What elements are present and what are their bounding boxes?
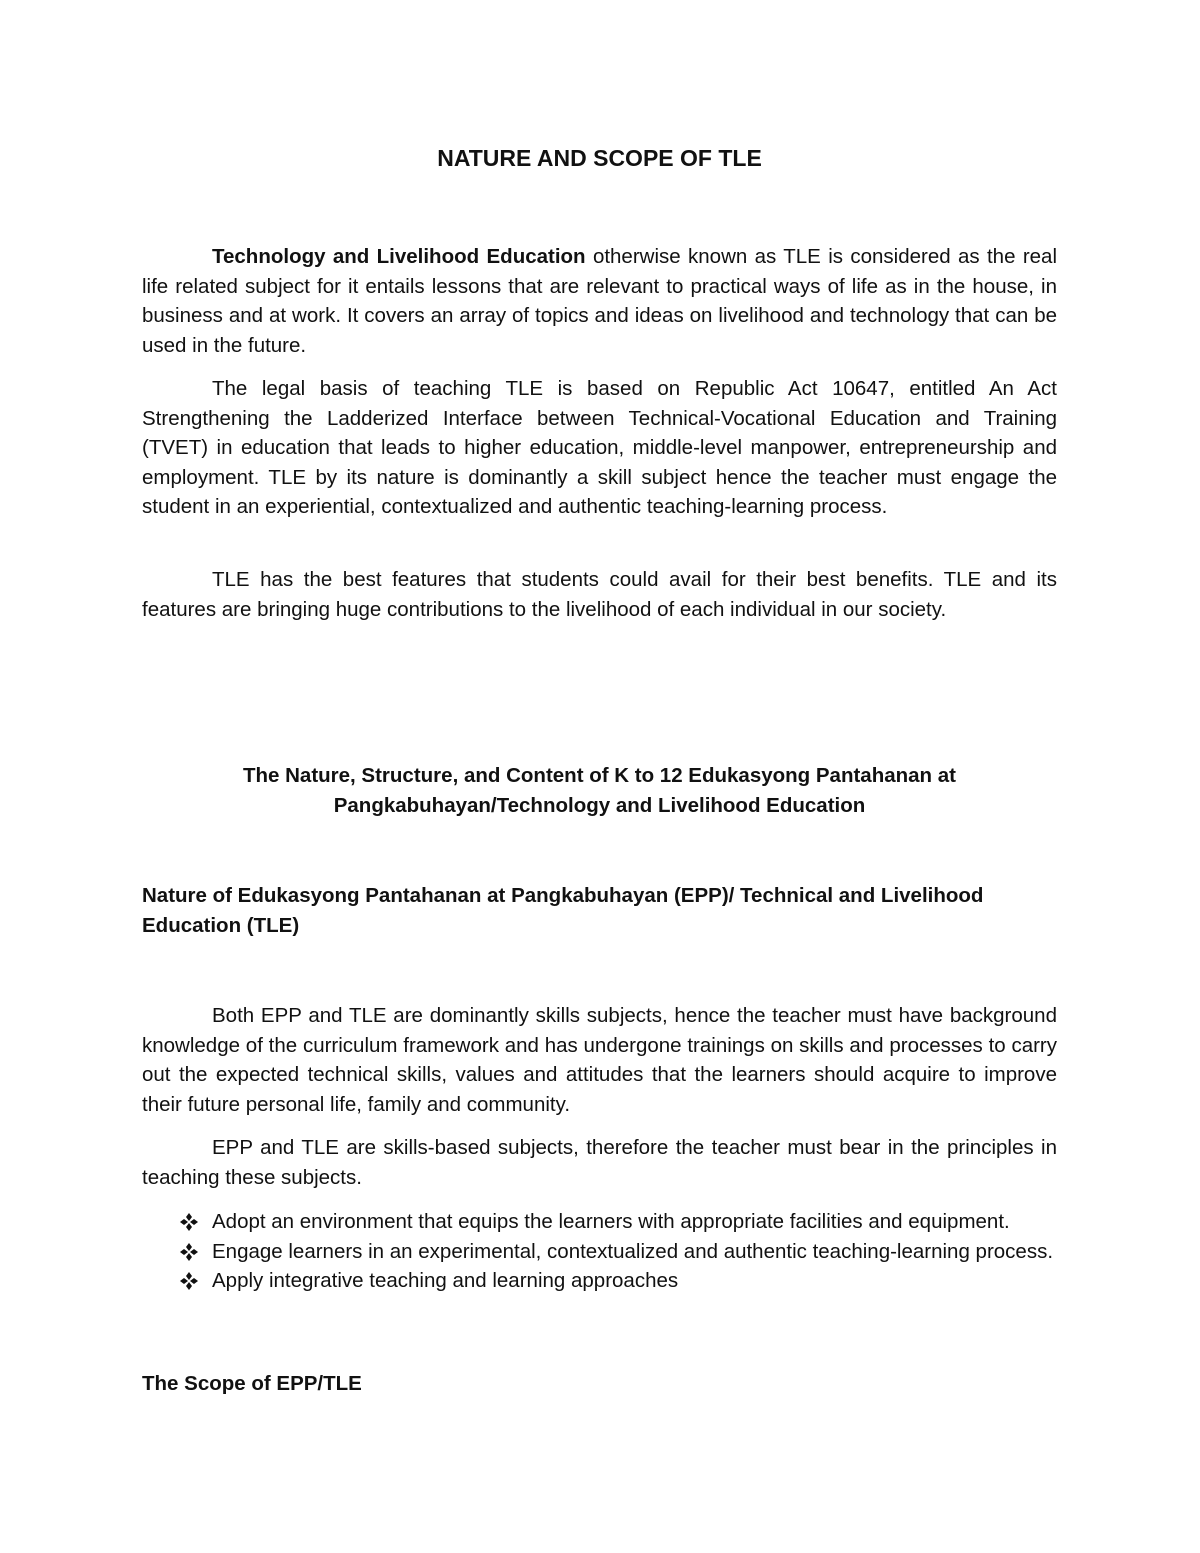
- scope-heading: The Scope of EPP/TLE: [142, 1372, 362, 1395]
- section-title: [142, 761, 1057, 821]
- four-diamond-bullet-icon: [180, 1272, 198, 1290]
- nature-paragraph-1: Both EPP and TLE are dominantly skills subjects, hence the teacher must have background knowledge of the curriculum framework and has undergone trainings on skills and processes to carry out the expected technical skills, values and attitudes that the learners should acquire to improve their future personal life, family and community.: [142, 1004, 1057, 1116]
- legal-basis-paragraph: The legal basis of teaching TLE is based on Republic Act 10647, entitled An Act Strengthening the Ladderized Interface between Technical-Vocational Education and Training (TVET) in education that leads to higher education, middle-level manpower, entrepreneurship and employment. TLE by its nature is dominantly a skill subject hence the teacher must engage the student in an experiential, contextualized and authentic teaching-learning process.: [142, 377, 1057, 518]
- nature-heading: Nature of Edukasyong Pantahanan at Pangkabuhayan (EPP)/ Technical and Livelihood Education (TLE): [142, 884, 984, 937]
- principle-text: Adopt an environment that equips the learners with appropriate facilities and equipment.: [212, 1210, 1010, 1233]
- section-title-line-2: Pangkabuhayan/Technology and Livelihood Education: [333, 794, 866, 817]
- principles-list: [142, 1207, 1057, 1296]
- intro-bold-term: Technology and Livelihood Education: [212, 245, 586, 268]
- nature-paragraph-2: EPP and TLE are skills-based subjects, therefore the teacher must bear in the principles in teaching these subjects.: [142, 1136, 1057, 1189]
- principle-item: [142, 1207, 1057, 1237]
- document-page: [142, 0, 1057, 1553]
- intro-text: otherwise known as TLE is considered as the real life related subject for it entails lessons that are relevant to practical ways of life as in the house, in business and at work. It covers an array of topics and ideas on livelihood and technology that can be used in the future.: [142, 245, 1057, 357]
- principle-item: [142, 1237, 1057, 1267]
- four-diamond-bullet-icon: [180, 1243, 198, 1261]
- intro-paragraph: [142, 242, 1057, 360]
- principle-text: Engage learners in an experimental, contextualized and authentic teaching-learning process.: [212, 1239, 1054, 1263]
- principle-text: Apply integrative teaching and learning approaches: [212, 1269, 679, 1292]
- features-paragraph: TLE has the best features that students could avail for their best benefits. TLE and its features are bringing huge contributions to the livelihood of each individual in our society.: [142, 568, 1057, 621]
- four-diamond-bullet-icon: [180, 1213, 198, 1231]
- section-title-line-1: The Nature, Structure, and Content of K to 12 Edukasyong Pantahanan at: [242, 764, 957, 787]
- principle-item: [142, 1266, 1057, 1296]
- page-title: NATURE AND SCOPE OF TLE: [437, 145, 762, 171]
